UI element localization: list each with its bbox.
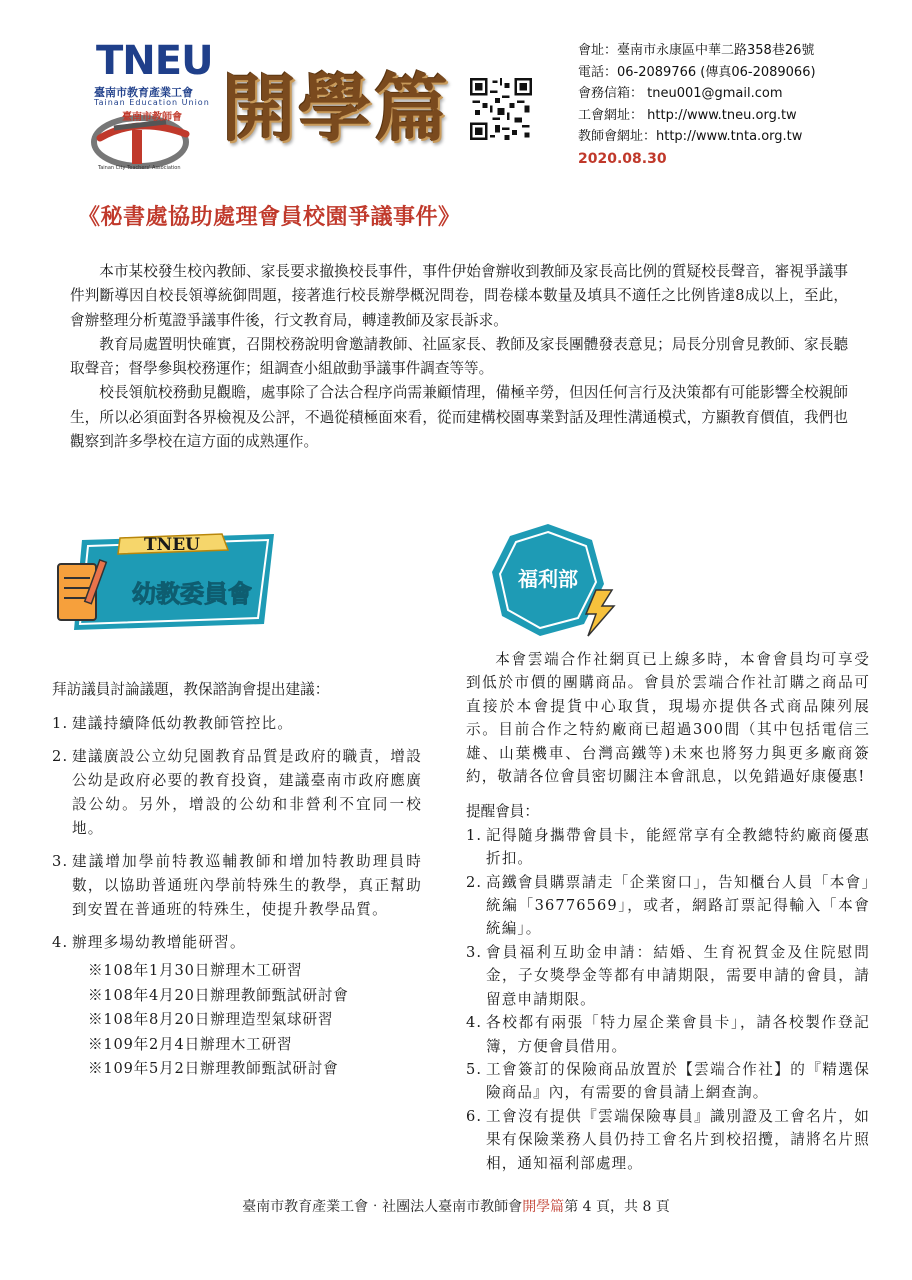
footer-page-number: 第 4 頁，共 8 頁 [564,1199,670,1215]
contact-union-website[interactable]: 工會網址： http://www.tneu.org.tw [578,107,797,123]
reminder-list [466,824,870,1175]
svg-text:臺南市教師會: 臺南市教師會 [122,112,182,123]
list-number: 4. [466,1014,483,1032]
workshop-item: ※108年4月20日辦理教師甄試研討會 [88,986,349,1004]
article-body [70,260,848,454]
workshop-item: ※109年5月2日辦理教師甄試研討會 [88,1060,339,1077]
list-number: 2. [52,748,69,765]
welfare-department-badge [488,520,618,640]
badge-left-top: TNEU [144,535,200,555]
logo-wordmark: TNEU [96,38,213,84]
list-item [466,1058,870,1105]
welfare-paragraph: 本會雲端合作社網頁已上線多時，本會會員均可享受到低於市價的團購商品。會員於雲端合作社訂購之商品可直接於本會提貨中心取貨，現場亦提供各式商品陳列展示。目前合作之特約廠商已超過300間（其中包括電信三雄、山葉機車、台灣高鐵等)未來也將努力與更多廠商簽約，敬請各位會員密切關注本會訊息，以免錯過好康優惠! [466,651,870,786]
issue-date: 2020.08.30 [578,150,667,167]
welfare-section [466,648,870,1175]
issue-title: 開學篇 [222,66,450,152]
list-item [466,824,870,871]
list-text: 工會簽訂的保險商品放置於【雲端合作社】的『精選保險商品』內，有需要的會員請上網查詢。 [486,1060,870,1102]
badge-right-main: 福利部 [518,567,578,591]
list-text: 辦理多場幼教增能研習。 [72,934,246,951]
list-item [52,712,422,736]
list-text: 建議持續降低幼教教師管控比。 [72,715,294,732]
list-number: 2. [466,873,483,891]
list-number: 3. [466,943,483,961]
list-number: 4. [52,934,69,951]
footer-issue: 開學篇 [522,1199,565,1215]
logo-english-name: Tainan Education Union [94,98,210,107]
footer-org: 臺南市教育產業工會‧社團法人臺南市教師會 [242,1199,523,1215]
svg-text:Tainan City Teachers' Associat: Tainan City Teachers' Association [98,165,181,170]
list-item [466,1105,870,1175]
workshop-list [72,959,422,1082]
contact-phone: 電話：06-2089766 (傳真06-2089066) [578,64,816,80]
list-text: 會員福利互助金申請：結婚、生育祝賀金及住院慰問金，子女獎學金等都有申請期限，需要申請的會員，請留意申請期限。 [486,943,870,1008]
list-text: 工會沒有提供『雲端保險專員』識別證及工會名片，如果有保險業務人員仍持工會名片到校招攬，請將名片照相，通知福利部處理。 [486,1107,870,1172]
preschool-committee-badge [52,520,292,636]
list-item [466,941,870,1011]
logo-chinese-name: 臺南市教育產業工會 [94,86,193,99]
contact-teacher-website[interactable]: 教師會網址：http://www.tnta.org.tw [578,129,803,144]
workshop-item: ※108年8月20日辦理造型氣球研習 [88,1011,334,1028]
contact-email[interactable]: 會務信箱： tneu001@gmail.com [578,86,783,101]
list-item [52,850,422,922]
teachers-association-seal-icon [88,108,206,170]
list-text: 高鐵會員購票請走「企業窗口」，告知櫃台人員「本會」統編「36776569」，或者，網路訂票記得輸入「本會統編」。 [486,873,870,938]
list-item [52,745,422,841]
list-number: 5. [466,1060,483,1078]
suggestion-list [52,712,422,1082]
list-number: 3. [52,853,69,870]
article-paragraph: 校長領航校務動見觀瞻，處事除了合法合程序尚需兼顧情理，備極辛勞，但因任何言行及決策都有可能影響全校親師生，所以必須面對各界檢視及公評，不過從積極面來看，從而建構校園專業對話及理性溝通模式，方顯教育價值，我們也觀察到許多學校在這方面的成熟運作。 [70,384,848,451]
workshop-item: ※109年2月4日辦理木工研習 [88,1035,293,1053]
article-paragraph: 本市某校發生校內教師、家長要求撤換校長事件，事件伊始會辦收到教師及家長高比例的質疑校長聲音，審視爭議事件判斷導因自校長領導統御問題，接著進行校長辦學概況問卷，問卷樣本數量及填具不適任之比例皆達8成以上，至此，會辦整理分析蒐證爭議事件後，行文教育局，轉達教師及家長訴求。 [70,263,848,329]
reminder-heading: 提醒會員： [466,803,539,821]
article-title: 《秘書處協助處理會員校園爭議事件》 [78,205,461,230]
list-item [52,931,422,1082]
list-number: 1. [52,715,69,732]
section-lead: 拜訪議員討論議題，教保諮詢會提出建議： [52,681,330,698]
page-footer [0,1196,912,1216]
list-number: 1. [466,826,483,844]
list-item [466,871,870,941]
badge-left-main: 幼教委員會 [132,580,252,608]
page-header [0,0,912,180]
qr-code-icon [470,78,532,140]
workshop-item: ※108年1月30日辦理木工研習 [88,962,303,979]
contact-address: 會址：臺南市永康區中華二路358巷26號 [578,43,815,58]
list-number: 6. [466,1107,483,1125]
list-text: 各校都有兩張「特力屋企業會員卡」，請各校製作登記簿，方便會員借用。 [486,1014,870,1055]
preschool-committee-section [52,678,422,1091]
list-text: 建議增加學前特教巡輔教師和增加特教助理員時數，以協助普通班內學前特殊生的教學，真正幫助到安置在普通班的特殊生，使提升教學品質。 [72,853,422,918]
list-text: 記得隨身攜帶會員卡，能經常享有全教總特約廠商優惠折扣。 [486,826,870,868]
union-logo [88,38,218,168]
article-paragraph: 教育局處置明快確實，召開校務說明會邀請教師、社區家長、教師及家長團體發表意見；局長分別會見教師、家長聽取聲音；督學參與校務運作；組調查小組啟動爭議事件調查等等。 [70,335,848,378]
contact-info [578,40,816,170]
list-item [466,1011,870,1058]
list-text: 建議廣設公立幼兒園教育品質是政府的職責，增設公幼是政府必要的教育投資，建議臺南市政府應廣設公幼。另外，增設的公幼和非營利不宜同一校地。 [72,748,422,837]
